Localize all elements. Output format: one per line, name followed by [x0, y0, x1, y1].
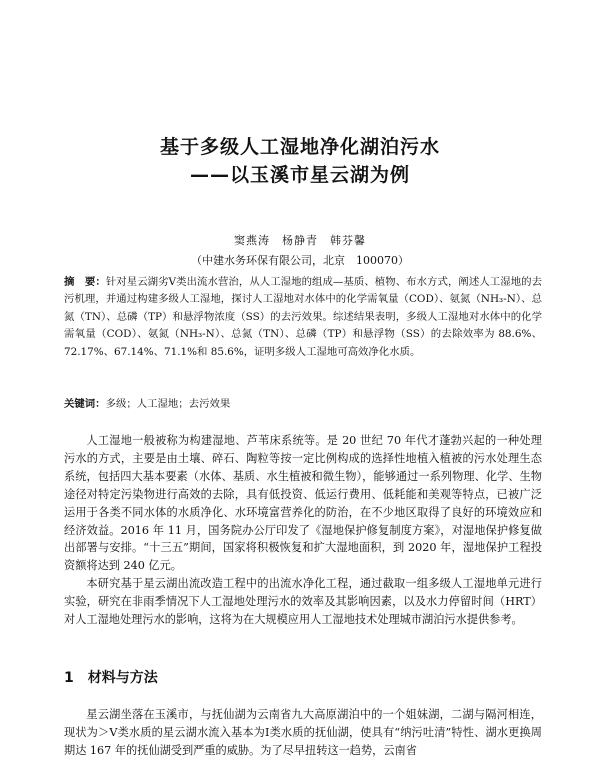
abstract-label: 摘 要：: [64, 276, 106, 288]
keywords: [64, 396, 542, 413]
paper-subtitle: ——以玉溪市星云湖为例: [189, 164, 410, 186]
intro-paragraph-1: 人工湿地一般被称为构建湿地、芦苇床系统等。是 20 世纪 70 年代才蓬勃兴起的一种处理污水的方式，主要是由土壤、碎石、陶粒等按一定比例构成的选择性地植入植被的污水处理生态系统，包括四大基本要素（水体、基质、水生植被和微生物），能够通过一系列物理、化学、生物途径对特定污染物进行高效的去除，具有低投资、低运行费用、低耗能和美观等特点，已被广泛运用于各类不同水体的水质净化、水环境富营养化的防治，在不少地区取得了良好的环境效应和经济效益。2016 年 11 月，国务院办公厅印发了《湿地保护修复制度方案》，对湿地保护修复做出部署与安排。“十三五”期间，国家将积极恢复和扩大湿地面积，到 2020 年，湿地保护工程投资额将达到 240 亿元。: [64, 434, 542, 573]
paper-title: 基于多级人工湿地净化湖泊污水: [159, 136, 440, 158]
section1-paragraph-1: 星云湖坐落在玉溪市，与抚仙湖为云南省九大高原湖泊中的一个姐妹湖，二湖与隔河相连，现状为＞Ⅴ类水质的星云湖水流入基本为Ⅰ类水质的抚仙湖，使具有“纳污吐清”特性、湖水更换周期达 167 年的抚仙湖受到严重的威胁。为了尽早扭转这一趋势，云南省: [64, 708, 542, 757]
keywords-label: 关键词：: [64, 398, 106, 410]
section-title: 材料与方法: [87, 670, 158, 686]
author-list: 窦燕涛 杨静青 韩芬馨: [234, 234, 366, 247]
abstract: [64, 274, 542, 361]
intro-paragraph-2: 本研究基于星云湖出流改造工程中的出流水净化工程，通过截取一组多级人工湿地单元进行实验，研究在非雨季情况下人工湿地处理污水的效率及其影响因素，以及水力停留时间（HRT）对人工湿地处理污水的影响，这将为在大规模应用人工湿地技术处理城市湖泊污水提供参考。: [64, 577, 542, 626]
section-number: 1: [64, 670, 74, 686]
abstract-text: 针对星云湖劣Ⅴ类出流水营治，从人工湿地的组成—基质、植物、布水方式，阐述人工湿地的去污机理，并通过构建多级人工湿地，探讨人工湿地对水体中的化学需氧量（COD）、氨氮（NH₃-N）、总氮（TN）、总磷（TP）和悬浮物浓度（SS）的去污效果。综述结果表明，多级人工湿地对水体中的化学需氧量（COD）、氨氮（NH₃-N）、总氮（TN）、总磷（TP）和悬浮物（SS）的去除效率为 88.6%、72.17%、67.14%、71.1%和 85.6%，证明多级人工湿地可高效净化水质。: [64, 276, 543, 358]
affiliation: （中建水务环保有限公司，北京 100070）: [191, 254, 409, 267]
section-heading: [64, 667, 158, 687]
keywords-text: 多级；人工湿地；去污效果: [105, 398, 231, 410]
